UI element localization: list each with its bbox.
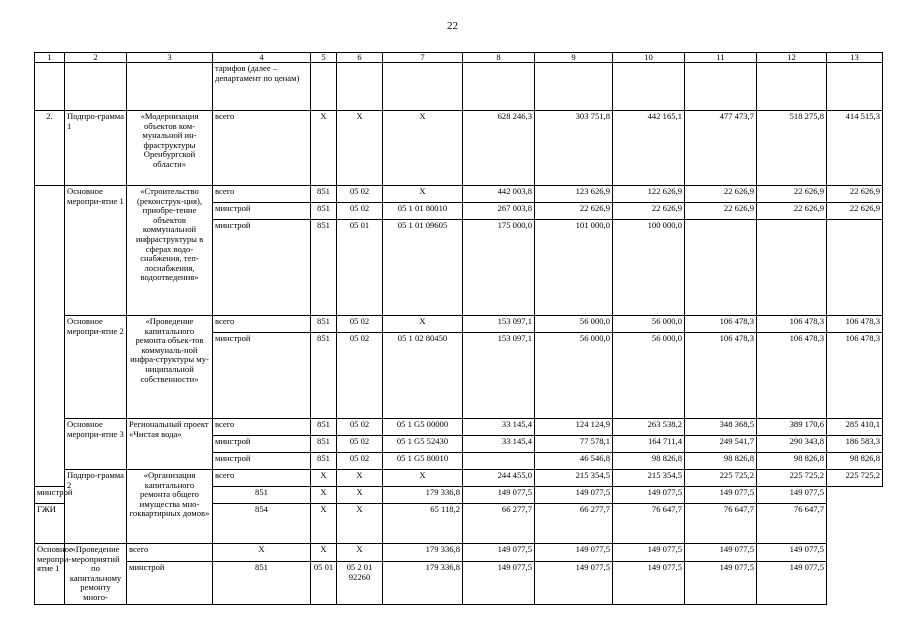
amount-2021: 66 277,7 — [463, 504, 535, 544]
amount-2020: 153 097,1 — [463, 333, 535, 419]
amount-2025: 22 626,9 — [827, 186, 883, 203]
section-code: 05 02 — [337, 186, 383, 203]
column-number: 7 — [383, 53, 463, 63]
row-number — [35, 186, 65, 487]
target-article: 05 1 G5 80010 — [383, 453, 463, 470]
target-article: X — [337, 544, 383, 562]
target-article: X — [383, 111, 463, 186]
page-number: 22 — [447, 20, 458, 32]
executor: ГЖИ — [35, 504, 65, 544]
amount-2025: 414 515,3 — [827, 111, 883, 186]
table-row — [35, 562, 883, 605]
program-name: Основное меропри-ятие 1 — [65, 186, 127, 316]
amount-2025: 22 626,9 — [827, 203, 883, 220]
ministry-code: 851 — [213, 487, 311, 504]
amount-2025: 149 077,5 — [757, 487, 827, 504]
amount-2022: 442 165,1 — [613, 111, 685, 186]
amount-2022: 164 711,4 — [613, 436, 685, 453]
section-code: 05 02 — [337, 203, 383, 220]
program-description: «Проведение капитального ремонта объек-тов коммуналь-ной инфра-структуры му-ниципальной собственности» — [127, 316, 213, 419]
target-article: 05 1 02 80450 — [383, 333, 463, 419]
target-article: X — [383, 470, 463, 487]
section-code: 05 02 — [337, 419, 383, 436]
ministry-code: X — [311, 111, 337, 186]
section-code: X — [311, 544, 337, 562]
amount-2025: 106 478,3 — [827, 333, 883, 419]
section-code: X — [337, 470, 383, 487]
amount-2023: 22 626,9 — [685, 186, 757, 203]
ministry-code: 851 — [311, 333, 337, 419]
section-code: 05 02 — [337, 316, 383, 333]
amount-2021: 77 578,1 — [535, 436, 613, 453]
amount-2020 — [463, 63, 535, 111]
program-description: «Строительство (реконструк-ция), приобре-тение объектов коммунальной инфраструктуры в сферах водо-снабжения, теп-лоснабжения, водоотведения» — [127, 186, 213, 316]
amount-2024: 518 275,8 — [757, 111, 827, 186]
table-row — [35, 63, 883, 111]
target-article: 05 1 01 80010 — [383, 203, 463, 220]
amount-2023: 149 077,5 — [613, 487, 685, 504]
amount-2020: 628 246,3 — [463, 111, 535, 186]
column-number: 2 — [65, 53, 127, 63]
amount-2024: 98 826,8 — [757, 453, 827, 470]
program-name — [65, 63, 127, 111]
ministry-code: 851 — [311, 419, 337, 436]
executor: минстрой — [213, 220, 311, 316]
amount-2025: 149 077,5 — [757, 544, 827, 562]
amount-2023: 22 626,9 — [685, 203, 757, 220]
row-number: 2. — [35, 111, 65, 186]
amount-2021: 149 077,5 — [463, 487, 535, 504]
ministry-code: 851 — [311, 316, 337, 333]
amount-2025 — [827, 63, 883, 111]
executor: всего — [213, 419, 311, 436]
amount-2021 — [535, 63, 613, 111]
ministry-code: 851 — [213, 562, 311, 605]
amount-2022: 98 826,8 — [613, 453, 685, 470]
ministry-code: 851 — [311, 186, 337, 203]
amount-2023: 477 473,7 — [685, 111, 757, 186]
ministry-code — [311, 63, 337, 111]
program-name: Подпро-грамма 2 — [65, 470, 127, 544]
target-article: 05 1 G5 52430 — [383, 436, 463, 453]
amount-2025: 76 647,7 — [757, 504, 827, 544]
amount-2021: 56 000,0 — [535, 333, 613, 419]
column-number: 6 — [337, 53, 383, 63]
amount-2021: 149 077,5 — [463, 562, 535, 605]
amount-2024: 149 077,5 — [685, 544, 757, 562]
column-number: 3 — [127, 53, 213, 63]
amount-2023: 76 647,7 — [613, 504, 685, 544]
amount-2023 — [685, 63, 757, 111]
amount-2022: 122 626,9 — [613, 186, 685, 203]
column-number: 12 — [757, 53, 827, 63]
table-row — [35, 544, 883, 562]
amount-2022: 66 277,7 — [535, 504, 613, 544]
section-code: 05 01 — [337, 220, 383, 316]
amount-2020: 153 097,1 — [463, 316, 535, 333]
section-code: 05 02 — [337, 453, 383, 470]
executor: минстрой — [213, 203, 311, 220]
column-number: 1 — [35, 53, 65, 63]
amount-2023 — [685, 220, 757, 316]
amount-2020: 442 003,8 — [463, 186, 535, 203]
amount-2025: 149 077,5 — [757, 562, 827, 605]
program-description — [127, 63, 213, 111]
amount-2024: 149 077,5 — [685, 487, 757, 504]
amount-2021: 149 077,5 — [463, 544, 535, 562]
amount-2024: 290 343,8 — [757, 436, 827, 453]
amount-2022: 22 626,9 — [613, 203, 685, 220]
executor: минстрой — [213, 453, 311, 470]
amount-2023: 149 077,5 — [613, 562, 685, 605]
amount-2021: 303 751,8 — [535, 111, 613, 186]
section-code: 05 01 — [311, 562, 337, 605]
amount-2025: 285 410,1 — [827, 419, 883, 436]
section-code: 05 02 — [337, 436, 383, 453]
amount-2020 — [463, 453, 535, 470]
column-number: 5 — [311, 53, 337, 63]
executor: минстрой — [213, 436, 311, 453]
program-name: Основное меропри-ятие 2 — [65, 316, 127, 419]
amount-2020: 179 336,8 — [383, 544, 463, 562]
target-article: X — [383, 316, 463, 333]
column-number: 13 — [827, 53, 883, 63]
amount-2024: 389 170,6 — [757, 419, 827, 436]
target-article: 05 2 01 92260 — [337, 562, 383, 605]
executor: минстрой — [35, 487, 65, 504]
amount-2022: 149 077,5 — [535, 562, 613, 605]
amount-2022: 215 354,5 — [613, 470, 685, 487]
table-body — [35, 53, 883, 605]
program-description: «Организация капитального ремонта общего имущества мно-гоквартирных домов» — [127, 470, 213, 544]
column-number: 11 — [685, 53, 757, 63]
section-code: 05 02 — [337, 333, 383, 419]
target-article — [383, 63, 463, 111]
program-description: Региональный проект «Чистая вода» — [127, 419, 213, 470]
ministry-code: X — [213, 544, 311, 562]
section-code — [337, 63, 383, 111]
program-description: «Модернизация объектов ком-мунальной ин-фраструктуры Оренбургской области» — [127, 111, 213, 186]
table-row — [35, 419, 883, 436]
ministry-code: 854 — [213, 504, 311, 544]
amount-2020: 179 336,8 — [383, 487, 463, 504]
program-name: Основное меропри-ятие 3 — [65, 419, 127, 470]
amount-2020: 33 145,4 — [463, 436, 535, 453]
program-name: Подпро-грамма 1 — [65, 111, 127, 186]
amount-2022: 56 000,0 — [613, 316, 685, 333]
amount-2021: 215 354,5 — [535, 470, 613, 487]
amount-2020: 33 145,4 — [463, 419, 535, 436]
amount-2025: 225 725,2 — [827, 470, 883, 487]
amount-2025: 186 583,3 — [827, 436, 883, 453]
target-article: 05 1 01 09605 — [383, 220, 463, 316]
ministry-code: 851 — [311, 453, 337, 470]
amount-2024: 22 626,9 — [757, 203, 827, 220]
section-code: X — [311, 487, 337, 504]
ministry-code: 851 — [311, 203, 337, 220]
amount-2021: 123 626,9 — [535, 186, 613, 203]
amount-2024: 149 077,5 — [685, 562, 757, 605]
amount-2024: 225 725,2 — [757, 470, 827, 487]
amount-2021: 101 000,0 — [535, 220, 613, 316]
column-number: 9 — [535, 53, 613, 63]
ministry-code: X — [311, 470, 337, 487]
amount-2024: 106 478,3 — [757, 333, 827, 419]
executor: тарифов (далее – департамент по ценам) — [213, 63, 311, 111]
executor: минстрой — [127, 562, 213, 605]
executor: всего — [127, 544, 213, 562]
amount-2022: 149 077,5 — [535, 544, 613, 562]
section-code: X — [311, 504, 337, 544]
amount-2020: 175 000,0 — [463, 220, 535, 316]
amount-2024: 22 626,9 — [757, 186, 827, 203]
amount-2020: 65 118,2 — [383, 504, 463, 544]
amount-2021: 22 626,9 — [535, 203, 613, 220]
target-article: 05 1 G5 00000 — [383, 419, 463, 436]
amount-2023: 106 478,3 — [685, 333, 757, 419]
amount-2025: 98 826,8 — [827, 453, 883, 470]
amount-2023: 225 725,2 — [685, 470, 757, 487]
amount-2023: 106 478,3 — [685, 316, 757, 333]
amount-2024: 106 478,3 — [757, 316, 827, 333]
executor: всего — [213, 470, 311, 487]
amount-2023: 249 541,7 — [685, 436, 757, 453]
amount-2025 — [827, 220, 883, 316]
row-number — [35, 63, 65, 111]
target-article: X — [383, 186, 463, 203]
column-number: 10 — [613, 53, 685, 63]
table-row — [35, 111, 883, 186]
amount-2020: 267 003,8 — [463, 203, 535, 220]
table-row — [35, 470, 883, 487]
amount-2024: 76 647,7 — [685, 504, 757, 544]
amount-2020: 244 455,0 — [463, 470, 535, 487]
ministry-code: 851 — [311, 436, 337, 453]
column-number: 4 — [213, 53, 311, 63]
section-code: X — [337, 111, 383, 186]
executor: всего — [213, 186, 311, 203]
amount-2023: 149 077,5 — [613, 544, 685, 562]
amount-2022: 100 000,0 — [613, 220, 685, 316]
amount-2022: 149 077,5 — [535, 487, 613, 504]
table-row — [35, 316, 883, 333]
amount-2021: 124 124,9 — [535, 419, 613, 436]
column-number: 8 — [463, 53, 535, 63]
target-article: X — [337, 504, 383, 544]
table-row — [35, 186, 883, 203]
amount-2020: 179 336,8 — [383, 562, 463, 605]
program-description: «Проведение мероприятий по капитальному ремонту много- — [65, 544, 127, 605]
amount-2021: 46 546,8 — [535, 453, 613, 470]
amount-2021: 56 000,0 — [535, 316, 613, 333]
amount-2022: 263 538,2 — [613, 419, 685, 436]
amount-2024 — [757, 63, 827, 111]
amount-2024 — [757, 220, 827, 316]
target-article: X — [337, 487, 383, 504]
budget-table — [34, 52, 883, 605]
executor: всего — [213, 111, 311, 186]
amount-2023: 98 826,8 — [685, 453, 757, 470]
program-name: Основное меропри-ятие 1 — [35, 544, 65, 605]
amount-2022 — [613, 63, 685, 111]
column-number-row — [35, 53, 883, 63]
executor: всего — [213, 316, 311, 333]
amount-2025: 106 478,3 — [827, 316, 883, 333]
executor: минстрой — [213, 333, 311, 419]
ministry-code: 851 — [311, 220, 337, 316]
amount-2022: 56 000,0 — [613, 333, 685, 419]
amount-2023: 348 368,5 — [685, 419, 757, 436]
